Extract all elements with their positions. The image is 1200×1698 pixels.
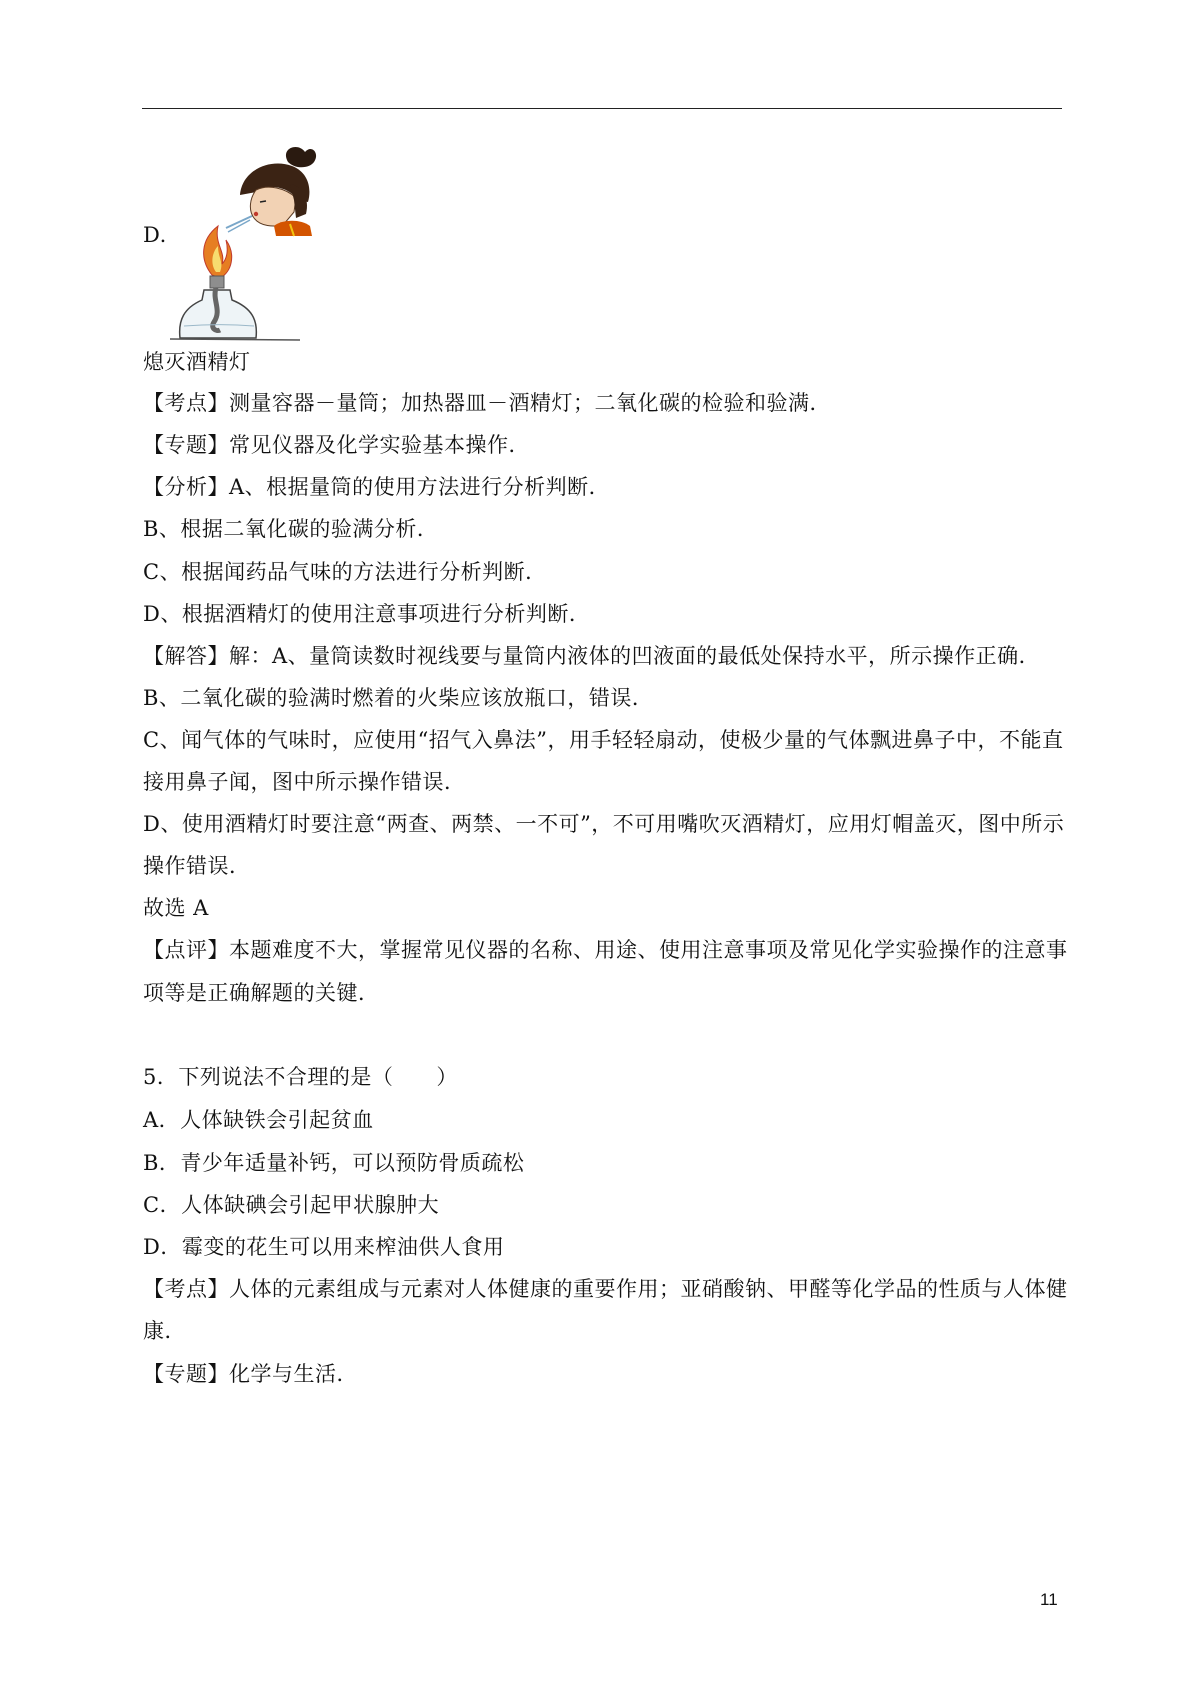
q4-jieda-line: 接用鼻子闻，图中所示操作错误．	[143, 770, 466, 794]
q4-jieda-line: D、使用酒精灯时要注意“两查、两禁、一不可”，不可用嘴吹灭酒精灯，应用灯帽盖灭，图中所示	[143, 812, 1065, 836]
q4-jieda-line: 操作错误．	[143, 854, 251, 878]
q4-zhuanti: 【专题】常见仪器及化学实验基本操作．	[143, 433, 530, 457]
q4-jieda-line: 【解答】解：A、量筒读数时视线要与量筒内液体的凹液面的最低处保持水平，所示操作正确．	[143, 644, 1041, 668]
q5-kaodian-line: 【考点】人体的元素组成与元素对人体健康的重要作用；亚硝酸钠、甲醛等化学品的性质与人体健	[143, 1277, 1068, 1301]
q4-kaodian: 【考点】测量容器－量筒；加热器皿－酒精灯；二氧化碳的检验和验满．	[143, 391, 831, 415]
q5-option-a: A．人体缺铁会引起贫血	[143, 1108, 374, 1132]
q5-kaodian-line: 康．	[143, 1319, 186, 1343]
header-rule	[142, 108, 1062, 109]
page-number: 11	[1040, 1590, 1058, 1609]
q5-option-d: D．霉变的花生可以用来榨油供人食用	[143, 1235, 505, 1259]
q4-fenxi-line: B、根据二氧化碳的验满分析．	[143, 517, 439, 541]
q4-dianping-line: 项等是正确解题的关键．	[143, 981, 380, 1005]
q4-fenxi-line: C、根据闻药品气味的方法进行分析判断．	[143, 560, 547, 584]
q4-jieda-line: B、二氧化碳的验满时燃着的火柴应该放瓶口，错误．	[143, 686, 654, 710]
q4-dianping-line: 【点评】本题难度不大，掌握常见仪器的名称、用途、使用注意事项及常见化学实验操作的注意事	[143, 938, 1068, 962]
q5-option-c: C．人体缺碘会引起甲状腺肿大	[143, 1193, 440, 1217]
option-d-caption: 熄灭酒精灯	[143, 350, 251, 374]
q5-zhuanti: 【专题】化学与生活．	[143, 1362, 358, 1386]
blowing-out-alcohol-lamp-illustration	[170, 140, 340, 365]
option-d-label: D.	[143, 223, 167, 247]
q4-jieda-line: C、闻气体的气味时，应使用“招气入鼻法”，用手轻轻扇动，使极少量的气体飘进鼻子中，不能直	[143, 728, 1064, 752]
q5-option-b: B．青少年适量补钙，可以预防骨质疏松	[143, 1151, 525, 1175]
q4-answer: 故选 A	[143, 896, 209, 920]
q4-fenxi-line: D、根据酒精灯的使用注意事项进行分析判断．	[143, 602, 591, 626]
q4-fenxi-line: 【分析】A、根据量筒的使用方法进行分析判断．	[143, 475, 611, 499]
q5-question: 5．下列说法不合理的是（ ）	[143, 1065, 458, 1089]
